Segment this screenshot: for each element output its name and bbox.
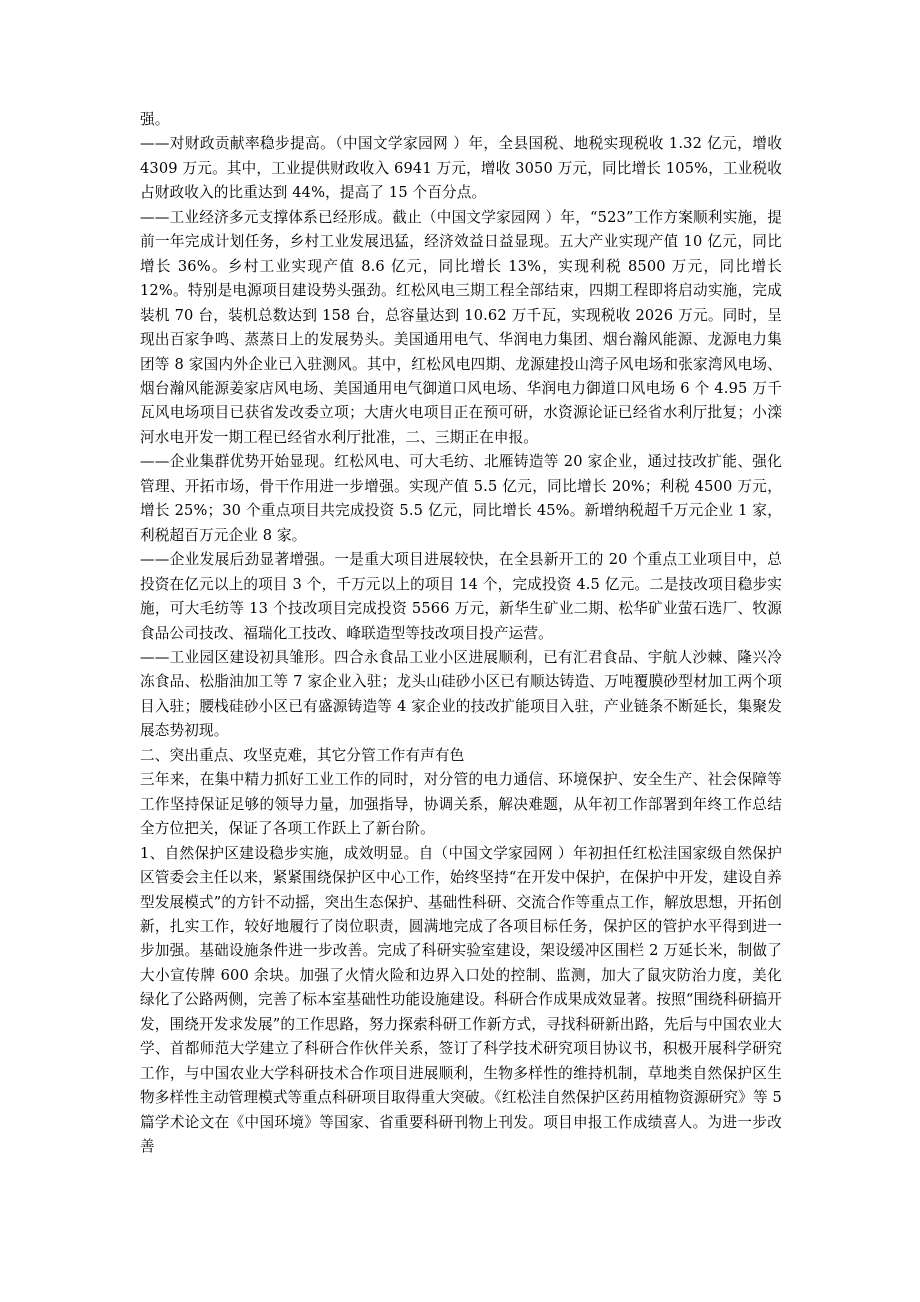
paragraph-fiscal-contribution: ——对财政贡献率稳步提高。（中国文学家园网 ）年，全县国税、地税实现税收 1.32 亿元，增收 4309 万元。其中，工业提供财政收入 6941 万元，增收 3050 万元，同比增长 105%，工业税收占财政收入的比重达到 44%，提高了 15 个百分点。: [140, 135, 782, 202]
paragraph-overview: 三年来，在集中精力抓好工业工作的同时，对分管的电力通信、环境保护、安全生产、社会保障等工作坚持保证足够的领导力量，加强指导，协调关系，解决难题，从年初工作部署到年终工作总结全方位把关，保证了各项工作跃上了新台阶。: [140, 771, 782, 838]
document-body: [140, 108, 782, 1159]
section-heading-two: 二、突出重点、攻坚克难，其它分管工作有声有色: [140, 746, 465, 764]
paragraph-industrial-park: ——工业园区建设初具雏形。四合永食品工业小区进展顺利，已有汇君食品、宇航人沙棘、隆兴冷冻食品、松脂油加工等 7 家企业入驻；龙头山硅砂小区已有顺达铸造、万吨覆膜砂型材加工两个项目入驻；腰栈硅砂小区已有盛源铸造等 4 家企业的技改扩能项目入驻，产业链条不断延长，集聚发展态势初现。: [140, 648, 782, 740]
paragraph-nature-reserve: 1、自然保护区建设稳步实施，成效明显。自（中国文学家园网 ）年初担任红松洼国家级自然保护区管委会主任以来，紧紧围绕保护区中心工作，始终坚持“在开发中保护，在保护中开发，建设自养型发展模式”的方针不动摇，突出生态保护、基础性科研、交流合作等重点工作，解放思想，开拓创新，扎实工作，较好地履行了岗位职责，圆满地完成了各项目标任务，保护区的管护水平得到进一步加强。基础设施条件进一步改善。完成了科研实验室建设，架设缓冲区围栏 2 万延长米，制做了大小宣传牌 600 余块。加强了火情火险和边界入口处的控制、监测，加大了鼠灾防治力度，美化绿化了公路两侧，完善了标本室基础性功能设施建设。科研合作成果成效显著。按照“围绕科研搞开发，围绕开发求发展”的工作思路，努力探索科研工作新方式，寻找科研新出路，先后与中国农业大学、首都师范大学建立了科研合作伙伴关系，签订了科学技术研究项目协议书，积极开展科学研究工作，与中国农业大学科研技术合作项目进展顺利，生物多样性的维持机制，草地类自然保护区生物多样性主动管理模式等重点科研项目取得重大突破。《红松洼自然保护区药用植物资源研究》等 5 篇学术论文在《中国环境》等国家、省重要科研刊物上刊发。项目申报工作成绩喜人。为进一步改善: [140, 844, 782, 1156]
paragraph-enterprise-cluster: ——企业集群优势开始显现。红松风电、可大毛纺、北雁铸造等 20 家企业，通过技改扩能、强化管理、开拓市场，骨干作用进一步增强。实现产值 5.5 亿元，同比增长 20%；利税 4500 万元，增长 25%；30 个重点项目共完成投资 5.5 亿元，同比增长 45%。新增纳税超千万元企业 1 家，利税超百万元企业 8 家。: [140, 453, 782, 544]
paragraph-enterprise-development: ——企业发展后劲显著增强。一是重大项目进展较快，在全县新开工的 20 个重点工业项目中，总投资在亿元以上的项目 3 个，千万元以上的项目 14 个，完成投资 4.5 亿元。二是技改项目稳步实施，可大毛纺等 13 个技改项目完成投资 5566 万元，新华生矿业二期、松华矿业萤石选厂、牧源食品公司技改、福瑞化工技改、峰联造型等技改项目投产运营。: [140, 551, 782, 642]
paragraph-industrial-economy: ——工业经济多元支撑体系已经形成。截止（中国文学家园网 ）年，“523”工作方案顺利实施，提前一年完成计划任务，乡村工业发展迅猛，经济效益日益显现。五大产业实现产值 10 亿元，同比增长 36%。乡村工业实现产值 8.6 亿元，同比增长 13%，实现利税 8500 万元，同比增长 12%。特别是电源项目建设势头强劲。红松风电三期工程全部结束，四期工程即将启动实施，完成装机 70 台，装机总数达到 158 台，总容量达到 10.62 万千瓦，实现税收 2026 万元。同时，呈现出百家争鸣、蒸蒸日上的发展势头。美国通用电气、华润电力集团、烟台瀚风能源、龙源电力集团等 8 家国内外企业已入驻测风。其中，红松风电四期、龙源建投山湾子风电场和张家湾风电场、烟台瀚风能源姜家店风电场、美国通用电气御道口风电场、华润电力御道口风电场 6 个 4.95 万千瓦风电场项目已获省发改委立项；大唐火电项目正在预可研，水资源论证已经省水利厅批复；小滦河水电开发一期工程已经省水利厅批准，二、三期正在申报。: [140, 208, 782, 446]
paragraph-continuation: 强。: [140, 111, 170, 128]
